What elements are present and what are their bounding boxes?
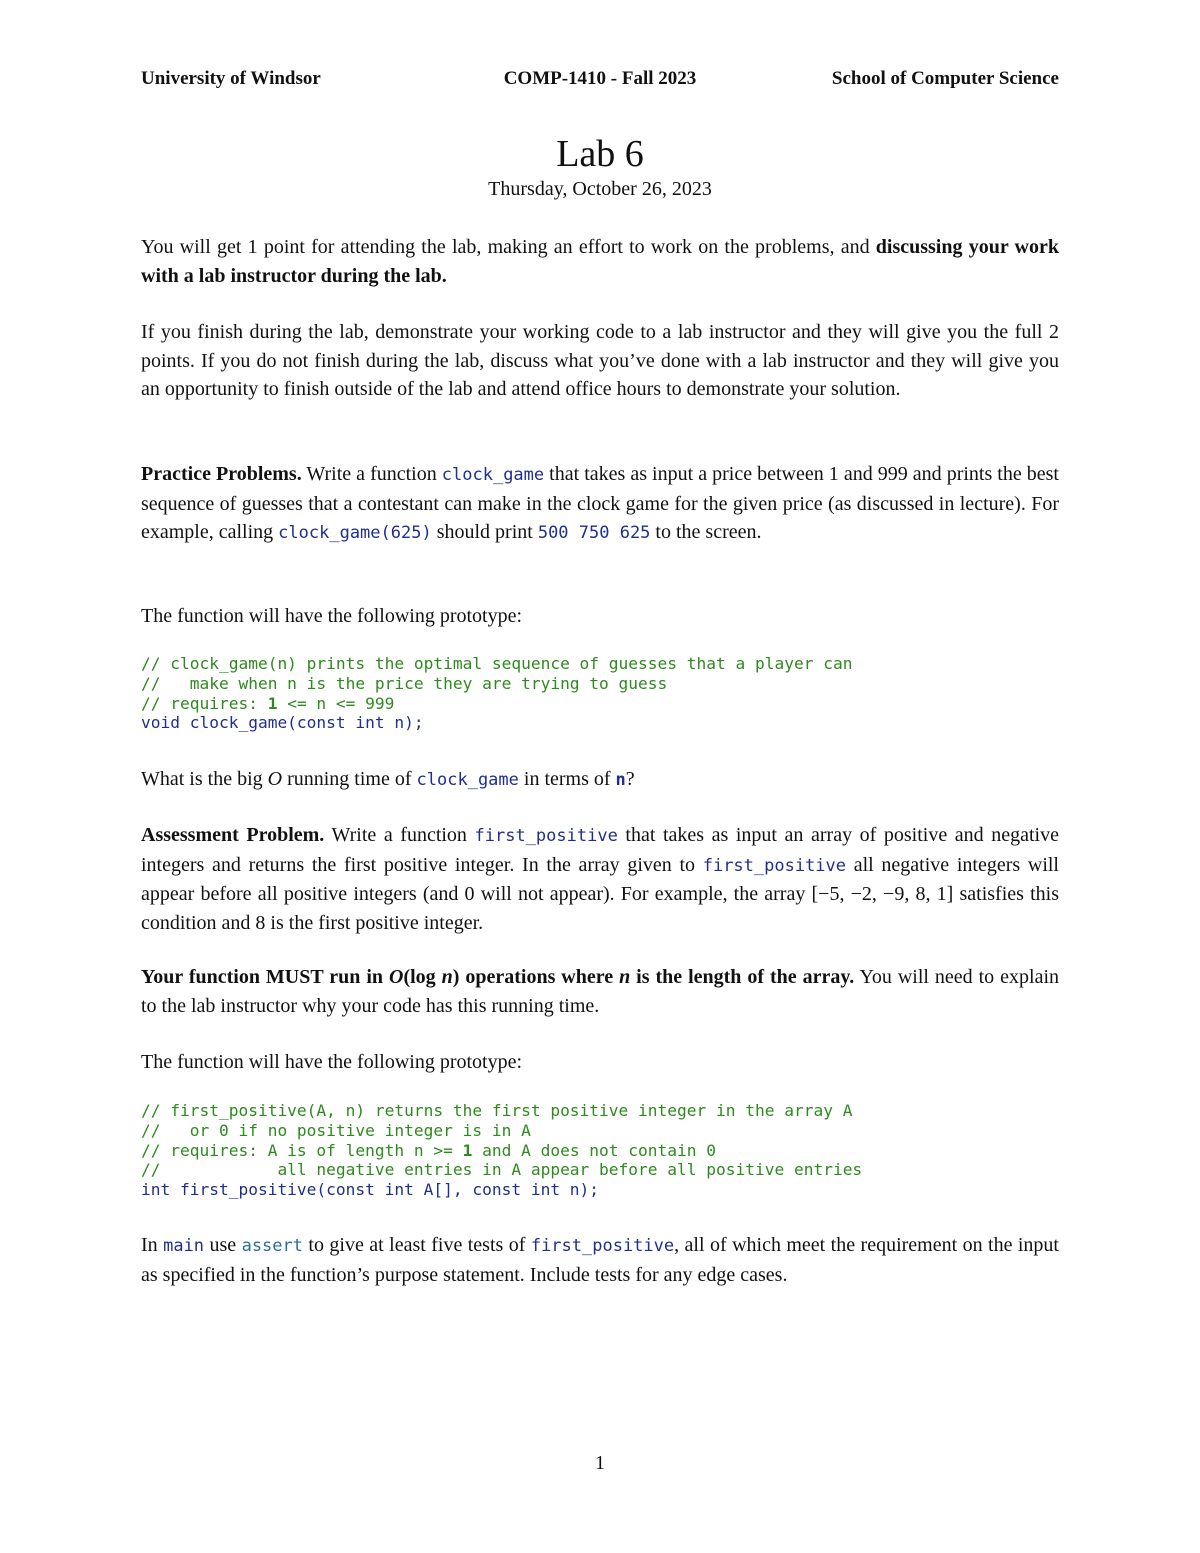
intro-bold-text: discussing your work with a lab instructor during the lab. [141, 236, 1059, 287]
req-n-2: n [619, 966, 631, 988]
code2-line4: // all negative entries in A appear before all positive entries [141, 1160, 863, 1180]
assessment-heading: Assessment Problem. [141, 824, 325, 846]
main-keyword: main [163, 1236, 205, 1256]
header-school: School of Computer Science [831, 68, 1059, 89]
first-positive-fn: first_positive [474, 826, 618, 846]
bigo-fn: clock_game [416, 770, 519, 790]
code2-line2: // or 0 if no positive integer is in A [141, 1120, 531, 1140]
code-block-clock-game [141, 654, 1059, 733]
finish-paragraph: If you finish during the lab, demonstrate your working code to a lab instructor and they will give you the full 2 points. If you do not finish during the lab, discuss what you’ve done with a lab instructor and they will give you an opportunity to finish outside of the lab and attend office hours to demonstrate your solution. [141, 321, 1059, 400]
practice-text-2: that takes as input a price between 1 and 999 and prints the best sequence of guesses that a contestant can make in the clock game for the given price (as discussed in lecture). For example, calling [141, 463, 1059, 543]
main-fn: first_positive [530, 1236, 675, 1256]
assessment-text-2: that takes as input an array of positive and negative integers and returns the first positive integer. In the array given to [141, 824, 1059, 876]
practice-text-4: to the screen. [650, 521, 762, 543]
header-course: COMP-1410 - Fall 2023 [503, 68, 697, 89]
requirement-paragraph [141, 963, 1059, 1020]
practice-heading: Practice Problems. [141, 463, 302, 485]
first-positive-fn-2: first_positive [702, 855, 847, 876]
code1-line3-a: // requires: [141, 693, 268, 713]
intro-paragraph [141, 233, 1059, 290]
req-o: O [388, 966, 404, 988]
main-paragraph [141, 1231, 1059, 1289]
assessment-text-1: Write a function [324, 824, 475, 846]
req-text: You will need to explain to the lab instructor why your code has this running time. [141, 966, 1060, 1017]
practice-text-3: should print [431, 521, 538, 543]
practice-paragraph [141, 460, 1059, 548]
req-bold-2: (log [403, 966, 442, 988]
bigo-o: O [267, 768, 283, 790]
clock-game-call: clock_game(625) [278, 523, 432, 543]
bigo-question [141, 765, 1059, 795]
req-bold-1: Your function MUST run in [141, 966, 389, 988]
header-university: University of Windsor [141, 68, 321, 89]
page-number: 1 [595, 1452, 605, 1474]
bigo-n: n [615, 770, 626, 790]
req-bold-4: is the length of the array. [630, 966, 855, 988]
main-text-2: use [204, 1234, 242, 1256]
page-title: Lab 6 [556, 133, 644, 175]
page-header [141, 68, 1059, 96]
bigo-text-1: What is the big [141, 768, 268, 790]
intro-text: You will get 1 point for attending the lab, making an effort to work on the problems, and [141, 236, 876, 258]
code2-line3-c: and A does not contain 0 [472, 1140, 717, 1160]
req-bold-3: ) operations where [452, 966, 620, 988]
bigo-text-3: in terms of [518, 768, 616, 790]
main-text-3: to give at least five tests of [303, 1234, 531, 1256]
code-block-first-positive [141, 1101, 1059, 1200]
clock-game-fn: clock_game [441, 465, 545, 485]
main-text-1: In [141, 1234, 164, 1256]
code2-line1: // first_positive(A, n) returns the first positive integer in the array A [141, 1101, 853, 1120]
lab-date: Thursday, October 26, 2023 [488, 178, 712, 200]
example-output: 500 750 625 [537, 523, 651, 543]
code1-line1: // clock_game(n) prints the optimal sequence of guesses that a player can [141, 654, 853, 673]
req-n-1: n [441, 966, 453, 988]
code1-line4: void clock_game(const int n); [141, 713, 424, 733]
code1-line2: // make when n is the price they are trying to guess [141, 673, 668, 693]
assessment-text-3: all negative integers will appear before all positive integers (and 0 will not appear). For example, the array [−5, −2, −9, 8, 1] satisfies this condition and 8 is the first positive integer. [141, 853, 1059, 934]
assert-keyword: assert [241, 1236, 303, 1256]
bigo-text-2: running time of [282, 768, 417, 790]
prototype-intro-2: The function will have the following prototype: [141, 1051, 523, 1073]
practice-text-1: Write a function [301, 463, 442, 485]
assessment-paragraph [141, 821, 1059, 937]
code2-line3-b: 1 [462, 1140, 473, 1160]
code2-line3-a: // requires: A is of length n >= [141, 1140, 463, 1160]
code1-line3-c: <= n <= 999 [277, 693, 395, 713]
code2-line5: int first_positive(const int A[], const int n); [141, 1180, 600, 1200]
bigo-text-4: ? [625, 768, 635, 790]
main-text-4: , all of which meet the requirement on the input as specified in the function’s purpose statement. Include tests for any edge cases. [141, 1234, 1059, 1286]
code1-line3-b: 1 [267, 693, 278, 713]
prototype-intro-1: The function will have the following prototype: [141, 605, 523, 627]
